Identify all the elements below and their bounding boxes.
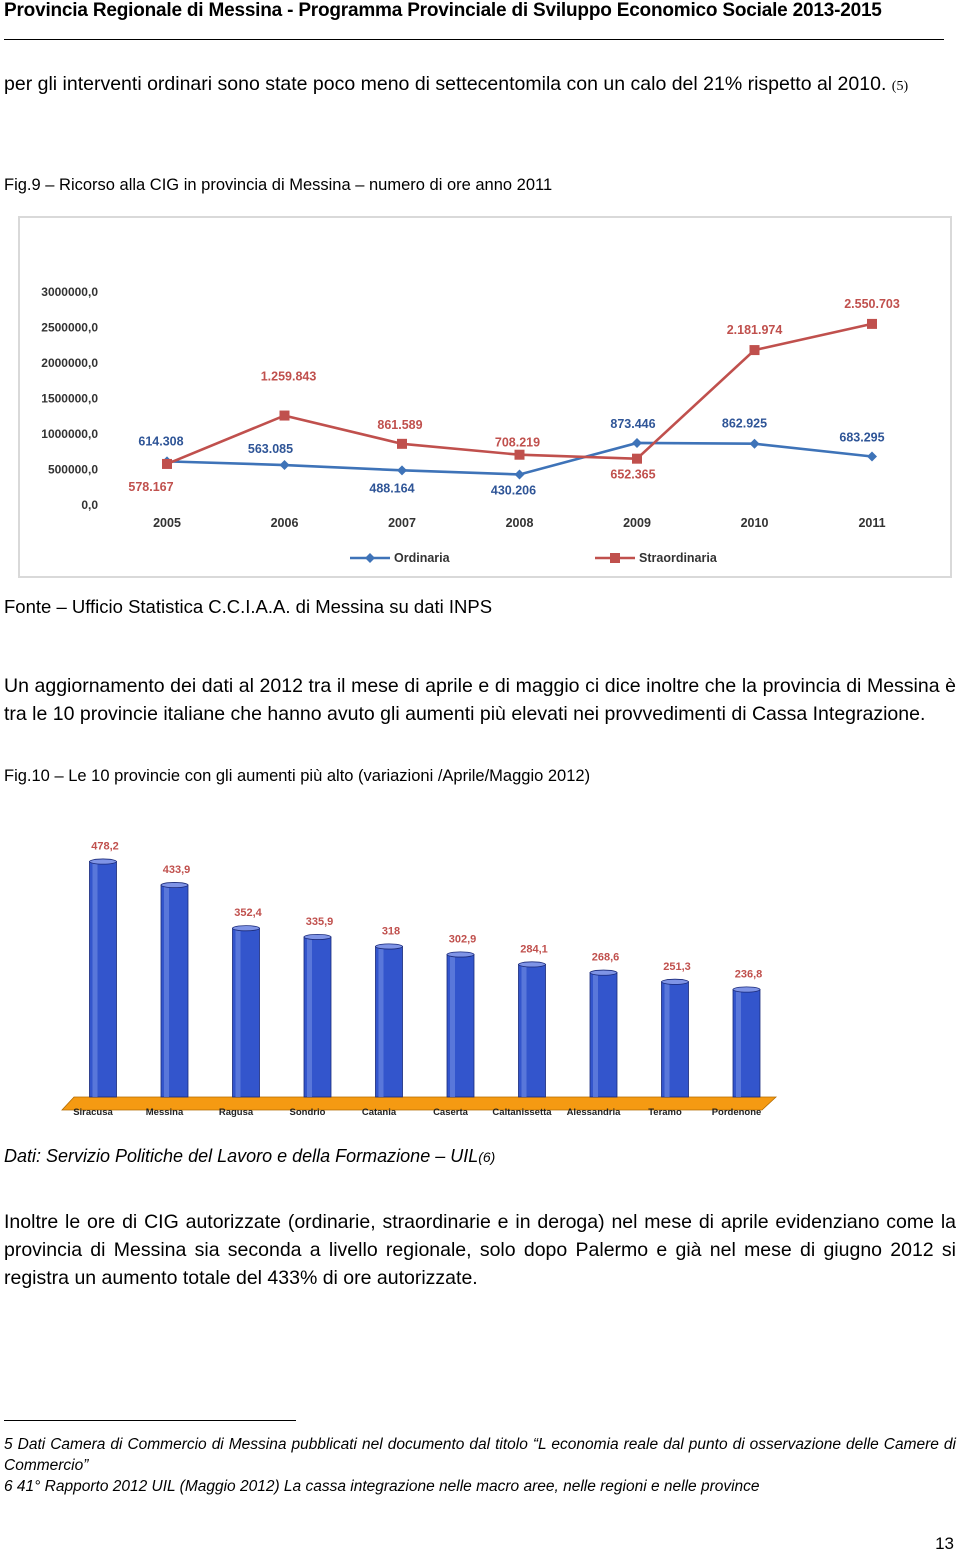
line-chart-svg: [20, 218, 950, 576]
data-point: [397, 439, 407, 449]
bar-highlight: [665, 982, 670, 1097]
bar-top: [161, 882, 188, 887]
bar-top: [447, 952, 474, 957]
figure-9-caption: Fig.9 – Ricorso alla CIG in provincia di Messina – numero di ore anno 2011: [4, 176, 553, 194]
bar-value-label: 302,9: [448, 933, 477, 946]
data-label: 614.308: [138, 434, 184, 449]
bar-category-label: Ragusa: [218, 1107, 254, 1118]
page-number: 13: [935, 1534, 954, 1553]
bar-highlight: [450, 954, 455, 1097]
data-label: 861.589: [377, 417, 423, 432]
bar-alessandria: [590, 970, 617, 1097]
legend-marker: [365, 553, 375, 563]
bar-category-label: Caserta: [433, 1107, 468, 1118]
footnote-6: 6 41° Rapporto 2012 UIL (Maggio 2012) La cassa integrazione nelle macro aree, nelle regioni e nelle province: [4, 1478, 760, 1495]
bar-top: [519, 962, 546, 967]
bar-top: [90, 859, 117, 864]
bar-caltanissetta: [519, 962, 546, 1097]
bar-siracusa: [90, 859, 117, 1097]
bar-category-label: Pordenone: [711, 1107, 762, 1118]
bar-top: [590, 970, 617, 975]
y-tick-label: 0,0: [81, 498, 98, 512]
bar-value-label: 433,9: [162, 864, 191, 877]
data-label: 578.167: [128, 479, 174, 494]
paragraph-1: [4, 70, 956, 101]
data-point: [867, 319, 877, 329]
figure-10-bar-chart: [60, 820, 780, 1125]
bar-value-label: 251,3: [663, 960, 691, 973]
bar-highlight: [522, 964, 527, 1097]
bar-category-label: Caltanissetta: [492, 1107, 552, 1118]
figure-10-source-text: Dati: Servizio Politiche del Lavoro e della Formazione – UIL: [4, 1146, 479, 1166]
data-label: 2.181.974: [726, 323, 783, 338]
y-tick-label: 1000000,0: [41, 427, 98, 441]
footnote-5: 5 Dati Camera di Commercio di Messina pubblicati nel documento dal titolo “L economia reale dal punto di osservazione delle Camere di Commercio”: [4, 1436, 956, 1474]
data-point: [750, 439, 760, 449]
paragraph-1-text: per gli interventi ordinari sono state poco meno di settecentomila con un calo del 21% rispetto al 2010.: [4, 73, 887, 95]
data-label: 652.365: [610, 467, 656, 482]
bar-top: [304, 934, 331, 939]
data-point: [280, 411, 290, 421]
bar-top: [376, 944, 403, 949]
bar-highlight: [736, 989, 741, 1097]
bar-highlight: [379, 946, 384, 1097]
bar-highlight: [236, 928, 241, 1097]
y-tick-label: 2000000,0: [41, 356, 98, 370]
y-tick-label: 1500000,0: [41, 391, 98, 406]
x-tick-label: 2011: [858, 516, 886, 530]
figure-10-caption: Fig.10 – Le 10 provincie con gli aumenti più alto (variazioni /Aprile/Maggio 2012): [4, 767, 591, 785]
footnote-ref-6[interactable]: (6): [478, 1149, 496, 1165]
bar-messina: [161, 882, 188, 1097]
data-label: 862.925: [721, 416, 768, 431]
bar-value-label: 318: [381, 925, 401, 938]
bar-category-label: Alessandria: [566, 1107, 621, 1118]
y-tick-label: 3000000,0: [41, 285, 98, 299]
bar-ragusa: [233, 926, 260, 1097]
x-tick-label: 2006: [270, 516, 299, 530]
page-header-title: Provincia Regionale di Messina - Programma Provinciale di Sviluppo Economico Sociale 2013-2015: [4, 0, 882, 21]
data-label: 683.295: [839, 430, 885, 445]
bar-top: [233, 926, 260, 931]
bar-value-label: 335,9: [305, 915, 334, 928]
legend-label: Ordinaria: [394, 551, 450, 565]
data-label: 430.206: [490, 483, 537, 498]
x-tick-label: 2005: [153, 516, 181, 530]
x-tick-label: 2009: [623, 516, 651, 530]
bar-top: [662, 979, 689, 984]
x-tick-label: 2010: [740, 516, 769, 530]
bar-caserta: [447, 952, 474, 1097]
bar-highlight: [164, 885, 169, 1097]
data-label: 563.085: [247, 442, 294, 457]
bar-chart-svg: [60, 820, 780, 1125]
data-point: [162, 459, 172, 469]
bar-category-label: Sondrio: [289, 1107, 326, 1118]
bar-category-label: Catania: [361, 1107, 397, 1118]
x-tick-label: 2008: [505, 516, 534, 530]
bar-sondrio: [304, 934, 331, 1097]
data-point: [280, 460, 290, 470]
data-label: 2.550.703: [844, 296, 900, 311]
footnote-divider: [4, 1420, 296, 1421]
data-point: [632, 454, 642, 464]
figure-9-line-chart: [18, 216, 952, 578]
bar-teramo: [662, 979, 689, 1097]
bar-category-label: Teramo: [648, 1107, 682, 1118]
data-label: 1.259.843: [260, 369, 317, 384]
legend-label: Straordinaria: [639, 551, 717, 565]
data-point: [515, 450, 525, 460]
data-point: [515, 469, 525, 479]
data-point: [397, 465, 407, 475]
data-point: [632, 438, 642, 448]
data-label: 708.219: [494, 435, 541, 450]
footnote-ref-5[interactable]: (5): [891, 79, 909, 94]
figure-9-source: Fonte – Ufficio Statistica C.C.I.A.A. di Messina su dati INPS: [4, 596, 493, 617]
bar-value-label: 284,1: [520, 943, 548, 956]
y-tick-label: 2500000,0: [41, 320, 98, 335]
data-point: [750, 345, 760, 355]
header-divider: [4, 39, 944, 40]
bar-highlight: [93, 862, 98, 1097]
bar-top: [733, 987, 760, 992]
bar-value-label: 352,4: [234, 907, 262, 920]
y-tick-label: 500000,0: [47, 462, 98, 477]
bar-catania: [376, 944, 403, 1097]
bar-highlight: [593, 973, 598, 1097]
data-point: [867, 451, 877, 461]
bar-category-label: Messina: [145, 1107, 184, 1118]
bar-category-label: Siracusa: [73, 1107, 113, 1118]
x-tick-label: 2007: [388, 516, 416, 530]
paragraph-3: Inoltre le ore di CIG autorizzate (ordinarie, straordinarie e in deroga) nel mese di aprile evidenziano come la provincia di Messina sia seconda a livello regionale, solo dopo Palermo e già nel mese di giugno 2012 si registra un aumento totale del 433% di ore autorizzate.: [4, 1211, 956, 1289]
legend-marker: [610, 553, 620, 563]
bar-highlight: [307, 937, 312, 1097]
data-label: 873.446: [610, 416, 656, 431]
bar-pordenone: [733, 987, 760, 1097]
paragraph-2: Un aggiornamento dei dati al 2012 tra il mese di aprile e di maggio ci dice inoltre che la provincia di Messina è tra le 10 provincie italiane che hanno avuto gli aumenti più elevati nei provvedimenti di Cassa Integrazione.: [4, 675, 956, 725]
bar-value-label: 268,6: [591, 951, 620, 964]
figure-10-source: [4, 1146, 495, 1167]
data-label: 488.164: [369, 481, 415, 496]
bar-value-label: 236,8: [734, 968, 763, 981]
bar-value-label: 478,2: [91, 840, 119, 853]
